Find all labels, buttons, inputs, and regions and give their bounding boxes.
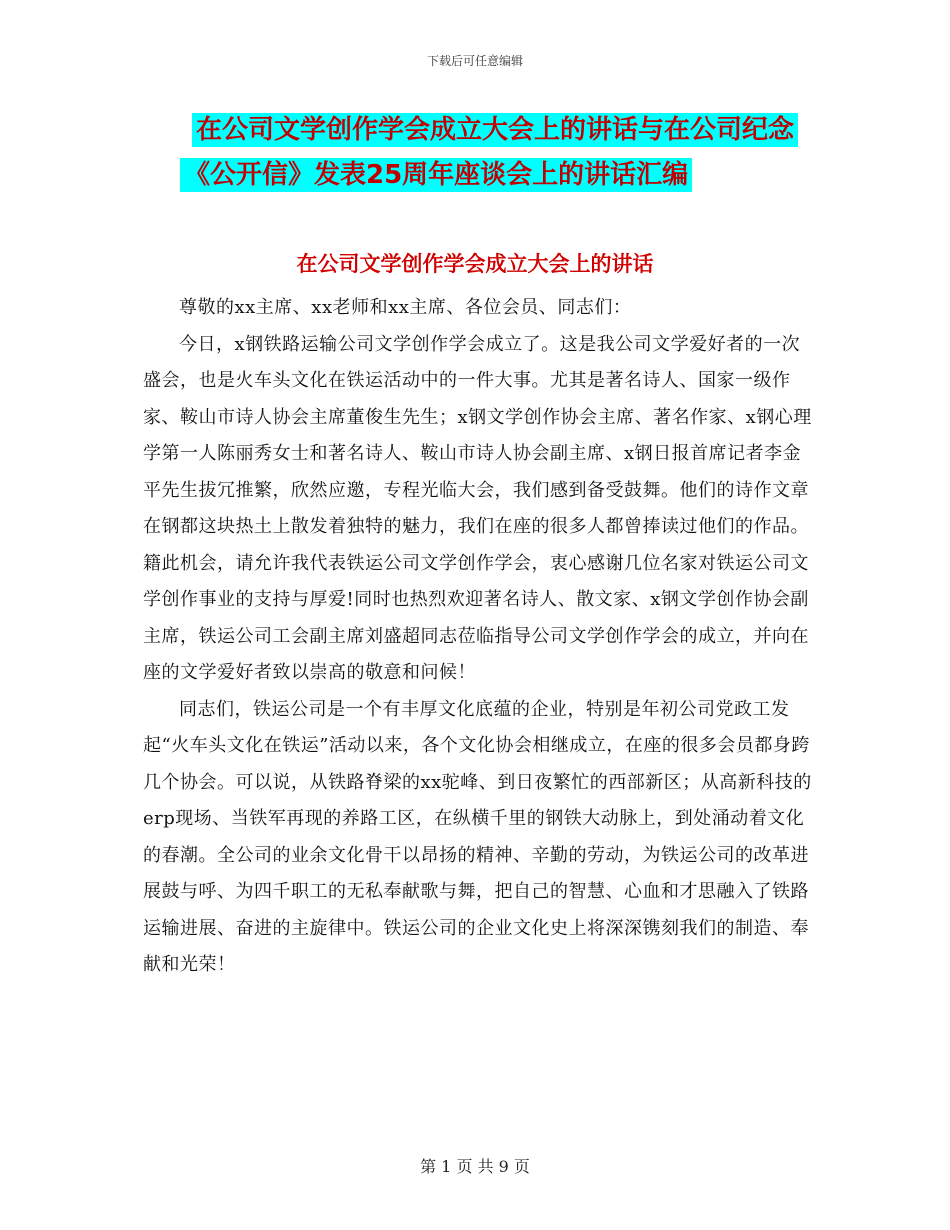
title-highlight-1: 在公司文学创作学会成立大会上的讲话与在公司纪念 xyxy=(192,113,798,147)
document-title xyxy=(180,108,820,198)
paragraph-1: 今日，x钢铁路运输公司文学创作学会成立了。这是我公司文学爱好者的一次盛会，也是火车头文化在铁运活动中的一件大事。尤其是著名诗人、国家一级作家、鞍山市诗人协会主席董俊生先生；x钢文学创作协会主席、著名作家、x钢心理学第一人陈丽秀女士和著名诗人、鞍山市诗人协会副主席、x钢日报首席记者李金平先生拔冗推繁，欣然应邀，专程光临大会，我们感到备受鼓舞。他们的诗作文章在钢都这块热土上散发着独特的魅力，我们在座的很多人都曾捧读过他们的作品。籍此机会，请允许我代表铁运公司文学创作学会，衷心感谢几位名家对铁运公司文学创作事业的支持与厚爱!同时也热烈欢迎著名诗人、散文家、x钢文学创作协会副主席，铁运公司工会副主席刘盛超同志莅临指导公司文学创作学会的成立，并向在座的文学爱好者致以崇高的敬意和问候！ xyxy=(143,333,812,683)
document-title-line-1 xyxy=(192,108,820,153)
paragraph-2: 同志们，铁运公司是一个有丰厚文化底蕴的企业，特别是年初公司党政工发起“火车头文化在铁运”活动以来，各个文化协会相继成立，在座的很多会员都身跨几个协会。可以说，从铁路脊梁的xx驼峰、到日夜繁忙的西部新区；从高新科技的erp现场、当铁军再现的养路工区，在纵横千里的钢铁大动脉上，到处涌动着文化的春潮。全公司的业余文化骨干以昂扬的精神、辛勤的劳动，为铁运公司的改革进展鼓与呼、为四千职工的无私奉献歌与舞，把自己的智慧、心血和才思融入了铁路运输进展、奋进的主旋律中。铁运公司的企业文化史上将深深镌刻我们的制造、奉献和光荣！ xyxy=(143,698,812,975)
section-title: 在公司文学创作学会成立大会上的讲话 xyxy=(296,252,654,276)
page-header-note: 下载后可任意编辑 xyxy=(426,54,523,68)
title-highlight-2: 《公开信》发表25周年座谈会上的讲话汇编 xyxy=(180,158,692,192)
paragraph-greeting: 尊敬的xx主席、xx老师和xx主席、各位会员、同志们： xyxy=(179,297,632,318)
document-body xyxy=(143,290,813,984)
document-title-line-2 xyxy=(180,153,820,198)
page-number-footer: 第 1 页 共 9 页 xyxy=(420,1157,530,1176)
